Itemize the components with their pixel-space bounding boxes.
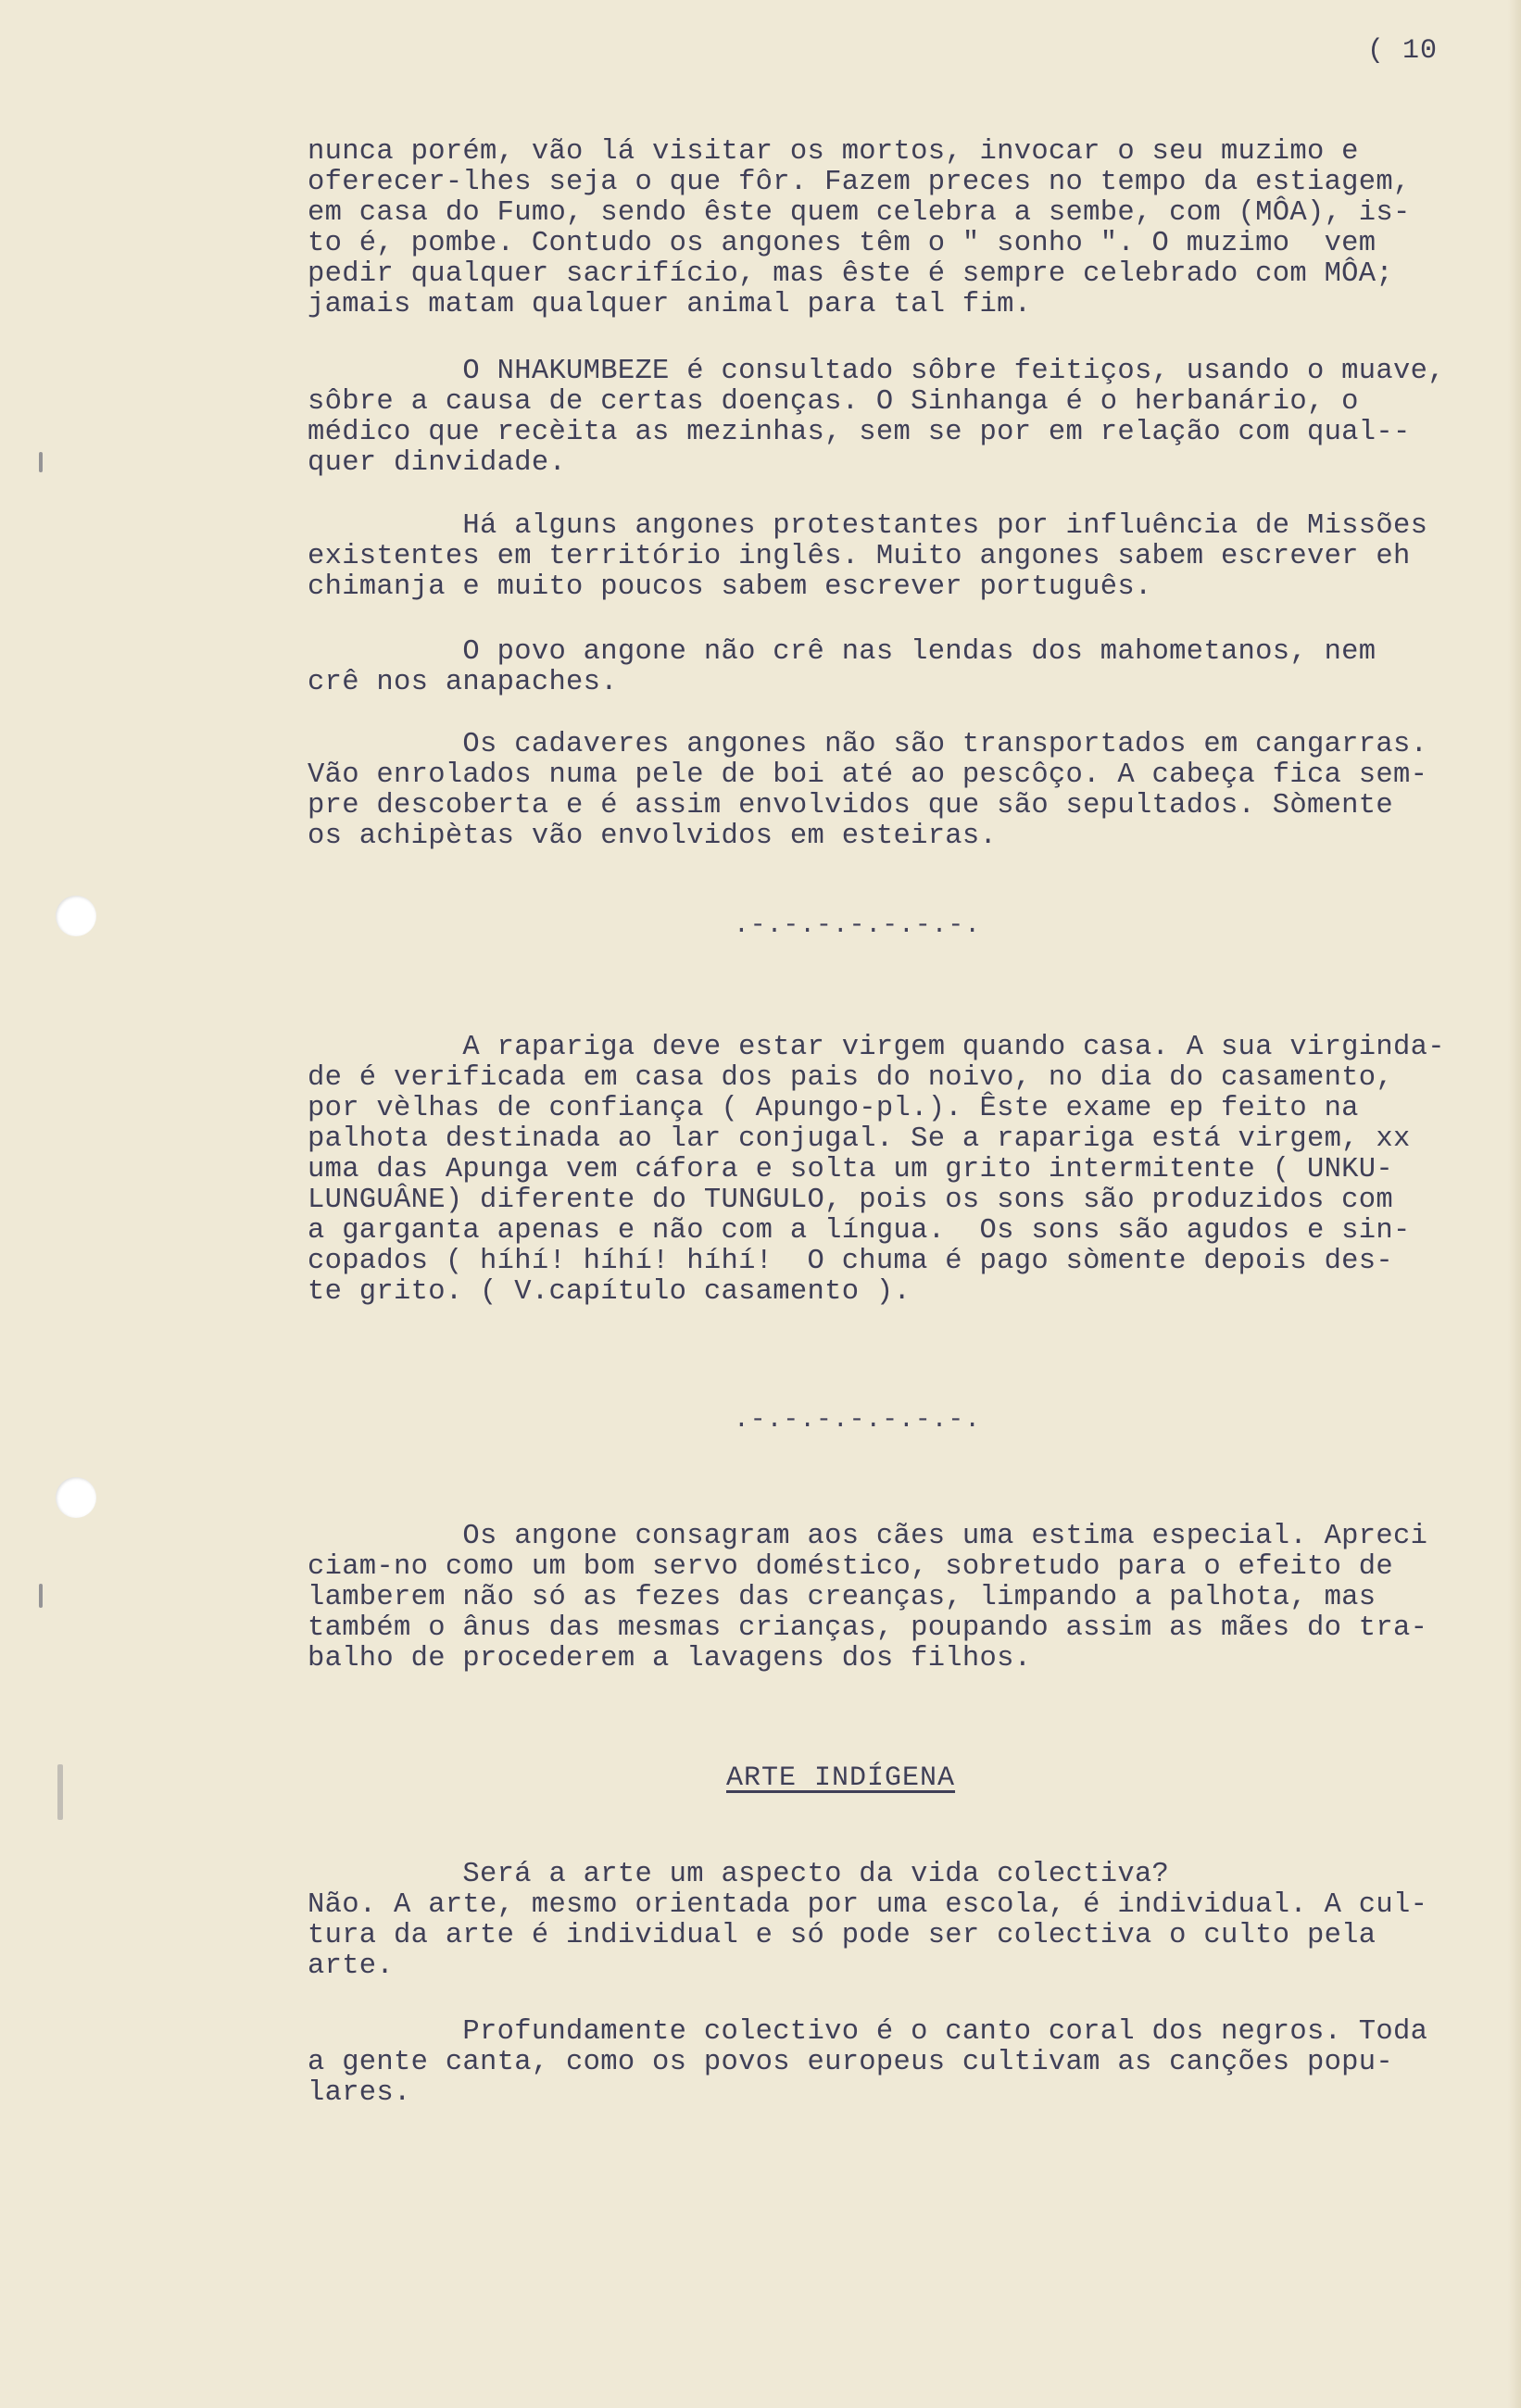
separator-1: .-.-.-.-.-.-.-. <box>734 911 982 940</box>
paragraph-muzimo: nunca porém, vão lá visitar os mortos, invocar o seu muzimo e oferecer-lhes seja o que fôr. Fazem preces no tempo da estiagem, em casa do Fumo, sendo êste quem celebra a sembe, com (MÔA), is- to é, pombe. Contudo os angones têm o " sonho ". O muzimo vem pedir qualquer sacrifício, mas êste é sempre celebrado com MÔA; jamais matam qualquer animal para tal fim. <box>308 136 1411 320</box>
punch-hole-top <box>56 896 96 936</box>
section-heading: ARTE INDÍGENA <box>726 1762 956 1794</box>
paragraph-cadaveres: Os cadaveres angones não são transportados em cangarras. Vão enrolados numa pele de boi até ao pescôço. A cabeça fica sem- pre descoberta e é assim envolvidos que são sepultados. Sòmente os achipètas vão envolvidos em esteiras. <box>308 729 1428 852</box>
paragraph-nhakumbeze: O NHAKUMBEZE é consultado sôbre feitiços, usando o muave, sôbre a causa de certas doenças. O Sinhanga é o herbanário, o médico que recèita as mezinhas, sem se por em relação com qual-- quer dinvidade. <box>308 356 1445 479</box>
paragraph-rapariga: A rapariga deve estar virgem quando casa. A sua virginda- de é verificada em casa dos pais do noivo, no dia do casamento, por vèlhas de confiança ( Apungo-pl.). Êste exame ep feito na palhota destinada ao lar conjugal. Se a rapariga está virgem, xx uma das Apunga vem cáfora e solta um grito intermitente ( UNKU- LUNGUÂNE) diferente do TUNGULO, pois os sons são produzidos com a garganta apenas e não com a língua. Os sons são agudos e sin- copados ( híhí! híhí! híhí! O chuma é pago sòmente depois des- te grito. ( V.capítulo casamento ). <box>308 1032 1445 1308</box>
separator-2: .-.-.-.-.-.-.-. <box>734 1406 982 1435</box>
paragraph-arte: Será a arte um aspecto da vida colectiva? Não. A arte, mesmo orientada por uma escola, é individual. A cul- tura da arte é individual e só pode ser colectiva o culto pela arte. <box>308 1859 1428 1982</box>
margin-mark <box>57 1764 63 1820</box>
punch-hole-bottom <box>56 1477 96 1518</box>
paragraph-lendas: O povo angone não crê nas lendas dos mahometanos, nem crê nos anapaches. <box>308 636 1376 698</box>
margin-mark <box>39 1584 43 1608</box>
margin-mark <box>39 452 43 472</box>
page-edge <box>1508 0 1521 2408</box>
paragraph-protestantes: Há alguns angones protestantes por influência de Missões existentes em território inglês. Muito angones sabem escrever eh chimanja e muito poucos sabem escrever português. <box>308 510 1428 603</box>
paragraph-canto: Profundamente colectivo é o canto coral dos negros. Toda a gente canta, como os povos europeus cultivam as canções popu- lares. <box>308 2016 1428 2109</box>
paragraph-caes: Os angone consagram aos cães uma estima especial. Apreci ciam-no como um bom servo doméstico, sobretudo para o efeito de lamberem não só as fezes das creanças, limpando a palhota, mas também o ânus das mesmas crianças, poupando assim as mães do tra- balho de procederem a lavagens dos filhos. <box>308 1521 1428 1674</box>
page-number: ( 10 <box>1367 35 1439 67</box>
